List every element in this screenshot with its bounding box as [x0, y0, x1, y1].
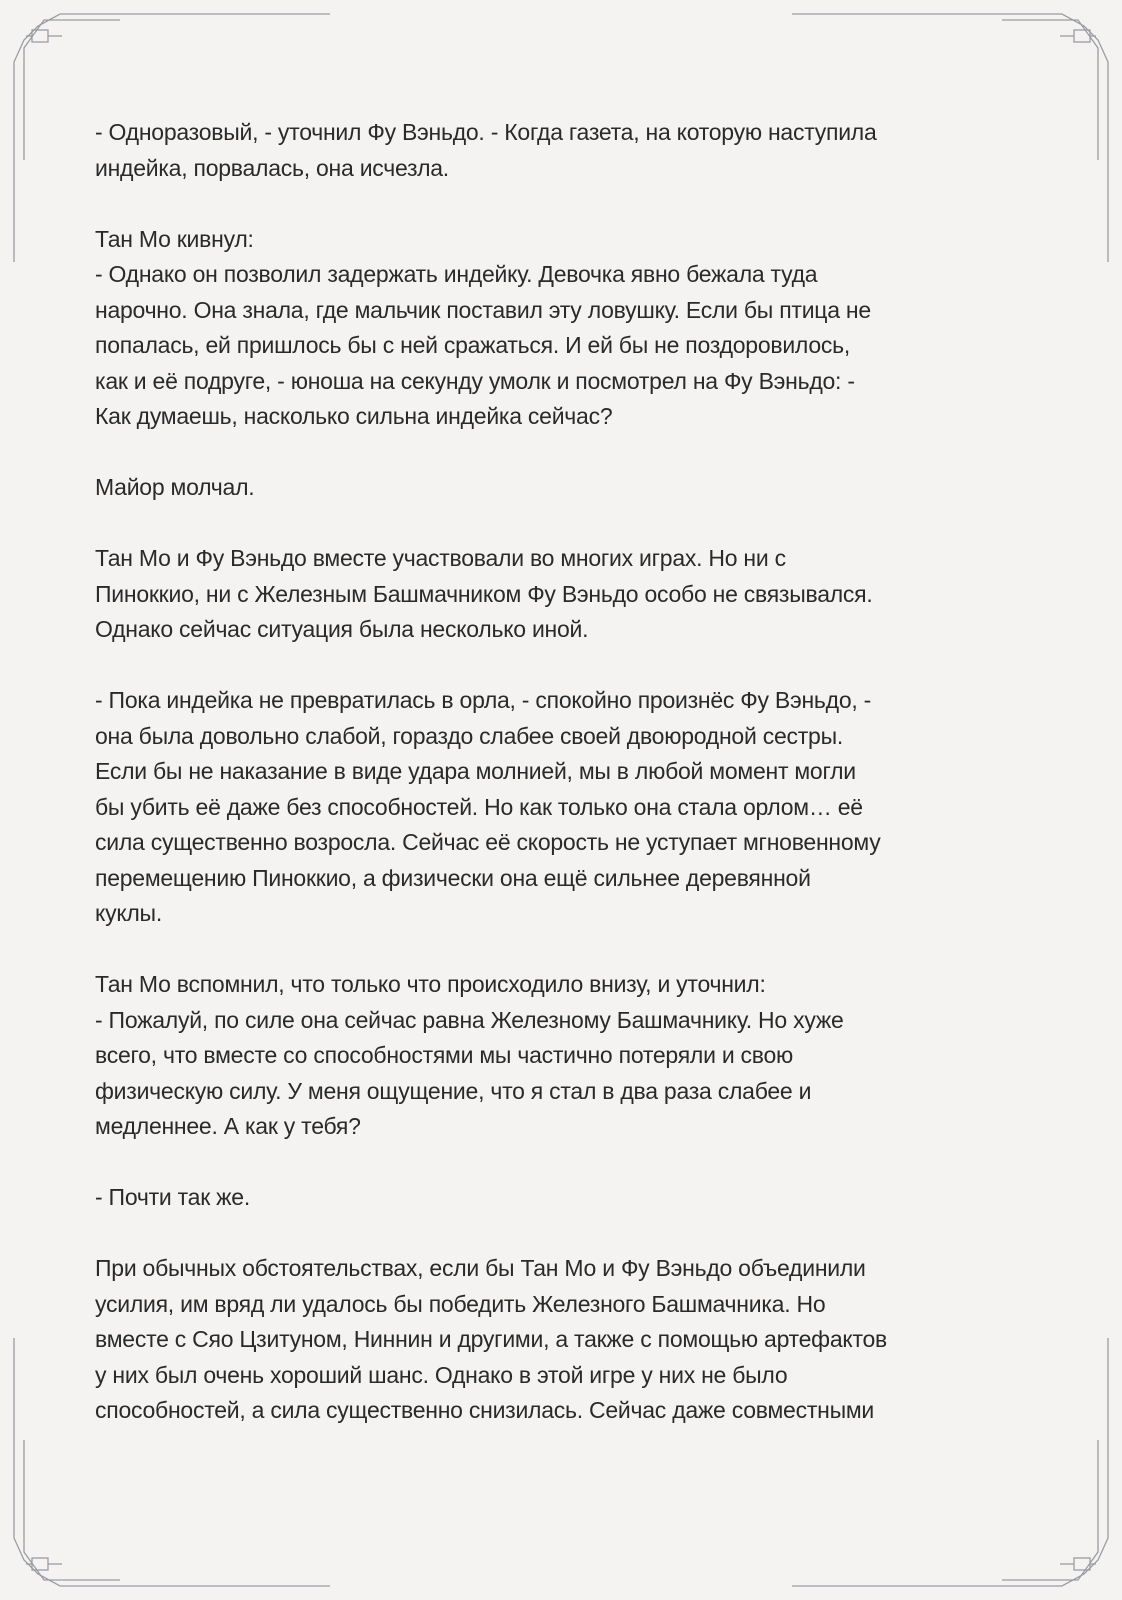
paragraph-3: [95, 470, 1035, 506]
paragraph-2: [95, 222, 1035, 435]
paragraph-1: [95, 115, 1035, 186]
text-line: - Пока индейка не превратилась в орла, - спокойно произнёс Фу Вэньдо, -: [95, 687, 872, 713]
text-line: Тан Мо вспомнил, что только что происходило внизу, и уточнил:: [95, 971, 766, 997]
text-line: вместе с Сяо Цзитуном, Ниннин и другими, а также с помощью артефактов: [95, 1326, 887, 1352]
text-line: - Однако он позволил задержать индейку. Девочка явно бежала туда: [95, 261, 818, 287]
document-text: [95, 115, 1035, 1464]
text-line: усилия, им вряд ли удалось бы победить Железного Башмачника. Но: [95, 1290, 826, 1317]
paragraph-6: [95, 967, 1035, 1145]
text-line: индейка, порвалась, она исчезла.: [95, 154, 449, 181]
text-line: - Почти так же.: [95, 1184, 250, 1210]
text-line: перемещению Пиноккио, а физически она ещё сильнее деревянной: [95, 864, 811, 891]
text-line: сила существенно возросла. Сейчас её скорость не уступает мгновенному: [95, 829, 881, 855]
text-line: у них был очень хороший шанс. Однако в этой игре у них не было: [95, 1361, 788, 1388]
text-line: Как думаешь, насколько сильна индейка сейчас?: [95, 403, 613, 429]
text-line: Если бы не наказание в виде удара молнией, мы в любой момент могли: [95, 758, 856, 784]
text-line: попалась, ей пришлось бы с ней сражаться. И ей бы не поздоровилось,: [95, 332, 851, 358]
text-line: Тан Мо кивнул:: [95, 225, 254, 252]
paragraph-5: [95, 683, 1035, 932]
text-line: куклы.: [95, 900, 162, 926]
text-line: Тан Мо и Фу Вэньдо вместе участвовали во многих играх. Но ни с: [95, 545, 786, 571]
text-line: Майор молчал.: [95, 474, 255, 500]
text-line: способностей, а сила существенно снизилась. Сейчас даже совместными: [95, 1397, 875, 1423]
text-line: бы убить её даже без способностей. Но как только она стала орлом… её: [95, 793, 863, 820]
text-line: Однако сейчас ситуация была несколько иной.: [95, 616, 589, 642]
text-line: - Пожалуй, по силе она сейчас равна Железному Башмачнику. Но хуже: [95, 1006, 844, 1033]
text-line: медленнее. А как у тебя?: [95, 1113, 361, 1139]
text-line: При обычных обстоятельствах, если бы Тан Мо и Фу Вэньдо объединили: [95, 1255, 866, 1281]
text-line: Пиноккио, ни с Железным Башмачником Фу Вэньдо особо не связывался.: [95, 580, 873, 607]
text-line: она была довольно слабой, гораздо слабее своей двоюродной сестры.: [95, 722, 843, 749]
text-line: физическую силу. У меня ощущение, что я стал в два раза слабее и: [95, 1077, 812, 1104]
paragraph-8: [95, 1251, 1035, 1429]
text-line: нарочно. Она знала, где мальчик поставил эту ловушку. Если бы птица не: [95, 296, 871, 323]
paragraph-7: [95, 1180, 1035, 1216]
text-line: как и её подруге, - юноша на секунду умолк и посмотрел на Фу Вэньдо: -: [95, 367, 855, 394]
text-line: - Одноразовый, - уточнил Фу Вэньдо. - Когда газета, на которую наступила: [95, 119, 877, 145]
text-line: всего, что вместе со способностями мы частично потеряли и свою: [95, 1042, 794, 1068]
paragraph-4: [95, 541, 1035, 648]
